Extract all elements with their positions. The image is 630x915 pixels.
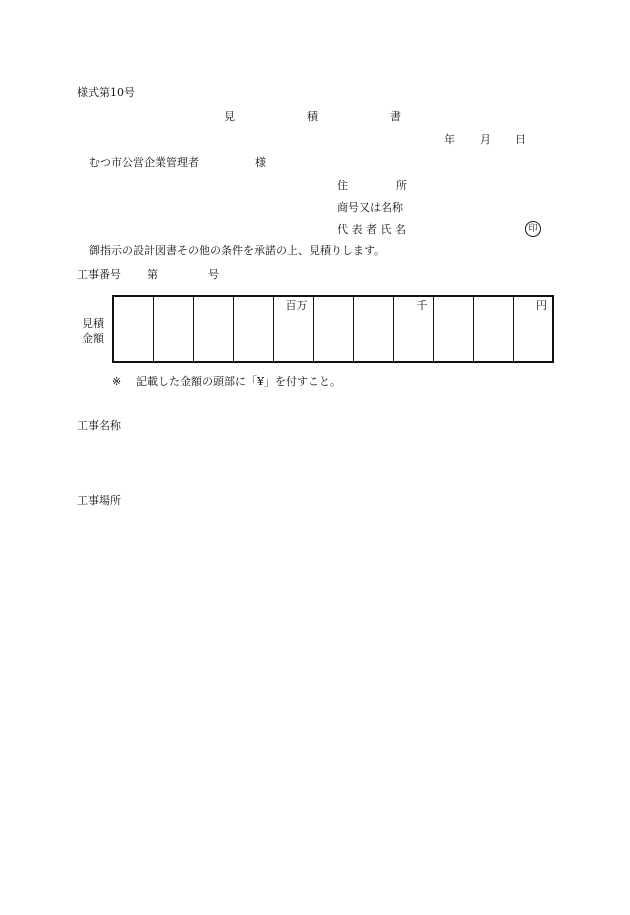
company-label: 商号又は名称: [337, 201, 403, 214]
million-unit-label: 百万: [285, 299, 308, 312]
work-location-label: 工事場所: [77, 494, 121, 507]
work-number-prefix: 第: [147, 268, 158, 281]
date-year-label: 年: [444, 133, 455, 146]
amount-digit-cell[interactable]: [113, 296, 153, 362]
title-char-3: 書: [390, 110, 401, 123]
amount-label: [82, 316, 104, 346]
statement-text: 御指示の設計図書その他の条件を承諾の上、見積りします。: [89, 244, 386, 257]
note-text: 記載した金額の頭部に「¥」を付すこと。: [136, 375, 341, 388]
amount-digit-cell[interactable]: [313, 296, 353, 362]
amount-label-line-2: 金額: [82, 332, 104, 345]
amount-row: [113, 296, 553, 362]
work-number-label: 工事番号: [77, 268, 121, 281]
work-number-suffix: 号: [208, 268, 219, 281]
form-number: 様式第10号: [77, 86, 135, 99]
thousand-unit-label: 千: [416, 299, 428, 312]
amount-digit-cell-million[interactable]: [273, 296, 313, 362]
date-month-label: 月: [480, 133, 491, 146]
address-label-2: 所: [396, 179, 407, 192]
amount-digit-cell[interactable]: [193, 296, 233, 362]
amount-table: [112, 295, 554, 363]
representative-label: 代 表 者 氏 名: [337, 223, 406, 236]
amount-label-line-1: 見積: [82, 317, 104, 330]
amount-digit-cell[interactable]: [233, 296, 273, 362]
amount-digit-cell[interactable]: [153, 296, 193, 362]
amount-digit-cell[interactable]: [473, 296, 513, 362]
amount-digit-cell-yen[interactable]: [513, 296, 553, 362]
addressee-name: むつ市公営企業管理者: [89, 156, 199, 169]
work-name-label: 工事名称: [77, 419, 121, 432]
date-day-label: 日: [515, 133, 526, 146]
seal-mark: 印: [525, 221, 541, 237]
yen-unit-label: 円: [536, 299, 547, 312]
address-label-1: 住: [337, 179, 348, 192]
amount-digit-cell[interactable]: [353, 296, 393, 362]
amount-digit-cell[interactable]: [433, 296, 473, 362]
title-char-1: 見: [224, 110, 235, 123]
amount-digit-cell-thousand[interactable]: [393, 296, 433, 362]
title-char-2: 積: [307, 110, 318, 123]
note-mark: ※: [112, 375, 122, 388]
addressee-honorific: 様: [255, 156, 266, 169]
